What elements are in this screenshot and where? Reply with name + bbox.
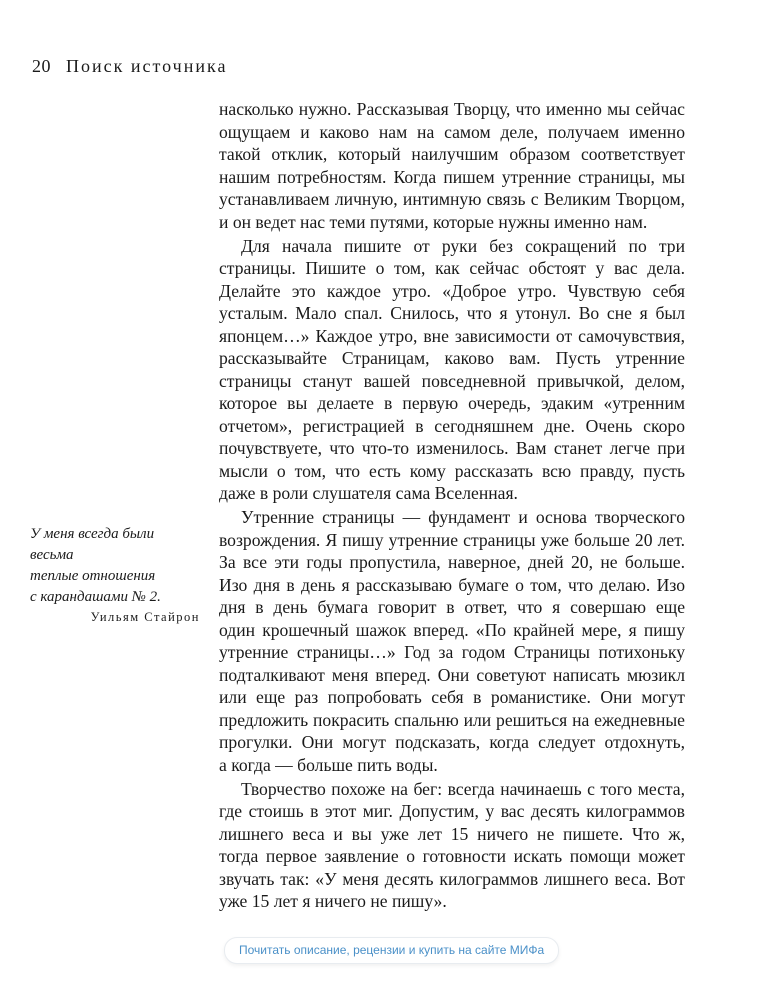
quote-line: У меня всегда были весьма (30, 526, 155, 563)
text-line: прогулки. Они могут подсказать, когда следует отдохнуть, (219, 732, 685, 752)
text-line: тогда первое заявление о готовности искать помощи может (219, 846, 685, 866)
text-line: Изо дня в день я рассказываю бумаге о том, что делаю. Изо (219, 574, 685, 595)
page-header (32, 56, 227, 77)
text-line: лишнего веса и вы уже лет 15 ничего не пишете. Что ж, (219, 823, 685, 844)
text-line: уже 15 лет я ничего не пишу». (219, 891, 447, 911)
text-line: мысли о том, что есть кому рассказать всю правду, пусть (219, 460, 685, 481)
text-line: утренние страницы…» Год за годом Страницы потихоньку (219, 642, 685, 662)
text-line: нашим потребностям. Когда пишем утренние страницы, мы (219, 166, 685, 187)
page-number: 20 (32, 56, 51, 76)
text-line: или еще раз попробовать себя в романистике. Они могут (219, 687, 685, 707)
text-line: насколько нужно. Рассказывая Творцу, что именно мы сейчас (219, 99, 685, 119)
paragraph (219, 506, 685, 776)
text-line: Творчество похоже на бег: всегда начинаешь с того места, (241, 778, 685, 799)
text-line: страницы станут вашей повседневной привычкой, делом, (219, 370, 685, 391)
text-line: возрождения. Я пишу утренние страницы уже больше 20 лет. (219, 529, 685, 550)
text-line: усталым. Мало спал. Снилось, что я утонул. Во сне я был (219, 303, 685, 323)
text-line: и он ведет нас теми путями, которые нужны именно нам. (219, 211, 648, 232)
text-line: даже в роли слушателя сама Вселенная. (219, 483, 518, 503)
sidenote-quote (30, 524, 200, 625)
text-line: предложить покрасить спальню или решиться на ежедневные (219, 709, 685, 730)
text-line: где стоишь в этот миг. Допустим, у вас десять килограммов (219, 801, 685, 821)
text-line: такой отклик, который наилучшим образом соответствует (219, 144, 685, 164)
text-line: а когда — больше пить воды. (219, 754, 438, 775)
quote-line: с карандашами № 2. (30, 589, 161, 605)
text-line: дня в день бумага говорит в ответ, что я совершаю еще (219, 597, 685, 617)
paragraph (219, 235, 685, 505)
text-line: Утренние страницы — фундамент и основа творческого (241, 507, 685, 527)
chapter-title: Поиск источника (66, 56, 228, 76)
text-line: подталкивают меня вперед. Они советуют написать мюзикл (219, 664, 685, 685)
text-line: один крошечный шажок вперед. «По крайней мере, я пишу (219, 619, 685, 640)
text-line: которое вы делаете в первую очередь, эдаким «утренним (219, 393, 685, 413)
quote-line: теплые отношения (30, 568, 156, 584)
buy-link-button[interactable]: Почитать описание, рецензии и купить на сайте МИФа (224, 937, 559, 964)
text-line: страницы. Пишите о том, как сейчас обстоят у вас дела. (219, 258, 685, 278)
text-line: Для начала пишите от руки без сокращений по три (241, 235, 685, 256)
text-line: За все эти годы пропустила, наверное, дней 20, не больше. (219, 552, 685, 572)
text-line: звучать так: «У меня десять килограммов лишнего веса. Вот (219, 868, 685, 889)
text-line: устанавливаем личную, интимную связь с Великим Творцом, (219, 189, 685, 209)
text-line: японцем…» Каждое утро, вне зависимости от самочувствия, (219, 325, 685, 346)
text-line: отчетом», регистрацией в сегодняшнем дне. Очень скоро (219, 415, 685, 436)
text-line: рассказывайте Страницам, каково вам. Пусть утренние (219, 348, 685, 368)
quote-author: Уильям Стайрон (90, 610, 200, 624)
paragraph (219, 98, 685, 233)
text-line: ощущаем и каково нам на самом деле, получаем именно (219, 121, 685, 142)
main-text (219, 98, 685, 914)
text-line: почувствуете, что что-то изменилось. Вам станет легче при (219, 438, 685, 458)
paragraph (219, 778, 685, 913)
text-line: Делайте это каждое утро. «Доброе утро. Чувствую себя (219, 280, 685, 301)
